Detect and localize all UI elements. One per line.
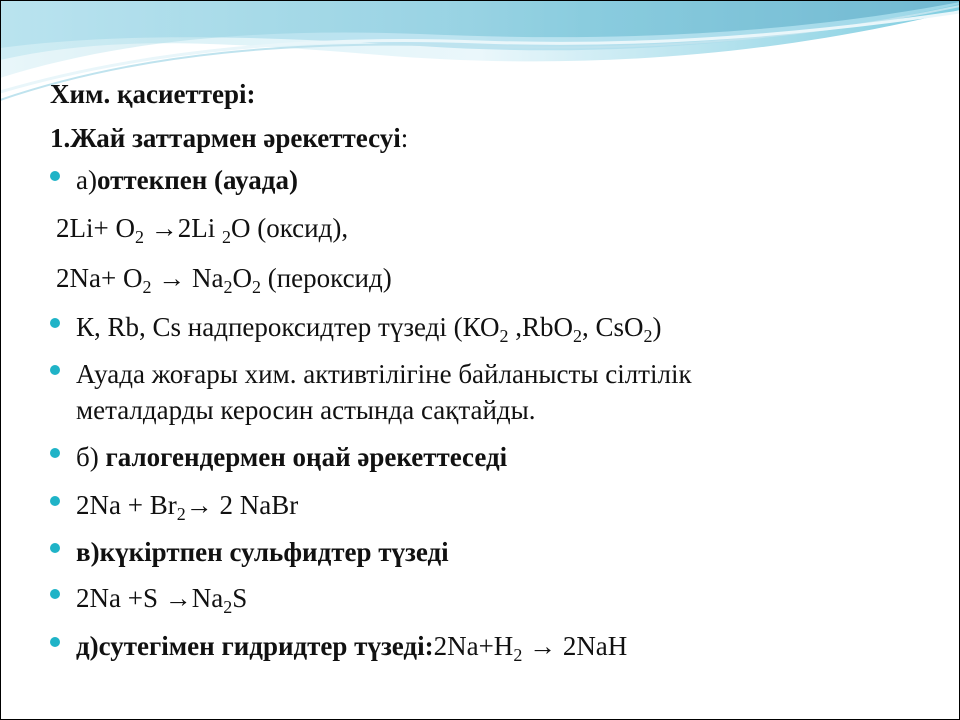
subheading <box>50 122 408 154</box>
equation-lithium: $2Li+ O_2 \to 2Li$ $_2$O (оксид), <box>56 213 349 247</box>
bullet-dot <box>50 589 60 599</box>
bullet-dot <box>50 637 60 647</box>
equation-sodium: $2Na+ O_2 \to Na_2O_2$ (пероксид) <box>56 263 392 297</box>
item-halogens: б) галогендермен оңай әрекеттеседі <box>76 442 508 472</box>
item-storage-line1: Ауада жоғары хим. активтілігіне байланысты сілтілік <box>76 359 692 389</box>
slide-heading: Хим. қасиеттері: <box>50 79 256 109</box>
item-hydrides: д)сутегімен гидридтер $түзеді:2Na+H_2 \to 2NaH$ <box>76 631 628 665</box>
item-superoxides: К, Rb, Cs надпероксидтер түзеді ($КО_2$ ,RbO$_2$, CsO$_2$) <box>76 312 662 346</box>
bullet-dot <box>50 318 60 328</box>
item-oxygen: а)оттекпен (ауада) <box>76 165 298 195</box>
item-storage-line2: металдарды керосин астында сақтайды. <box>76 395 536 425</box>
item-sulfur: в)күкіртпен сульфидтер түзеді <box>76 537 449 567</box>
subheading-bold: 1.Жай заттармен әрекеттесуі <box>50 123 401 153</box>
bullet-dot <box>50 496 60 506</box>
equation-bromine: $2Na + Br_2\to 2$ NaBr <box>76 490 299 524</box>
bullet-dot <box>50 543 60 553</box>
bullet-dot <box>50 365 60 375</box>
bullet-dot <box>50 448 60 458</box>
subheading-tail: : <box>400 123 409 153</box>
bullet-dot <box>50 171 60 181</box>
equation-sulfide: $2Na +S \to Na_2S$ <box>76 583 248 617</box>
